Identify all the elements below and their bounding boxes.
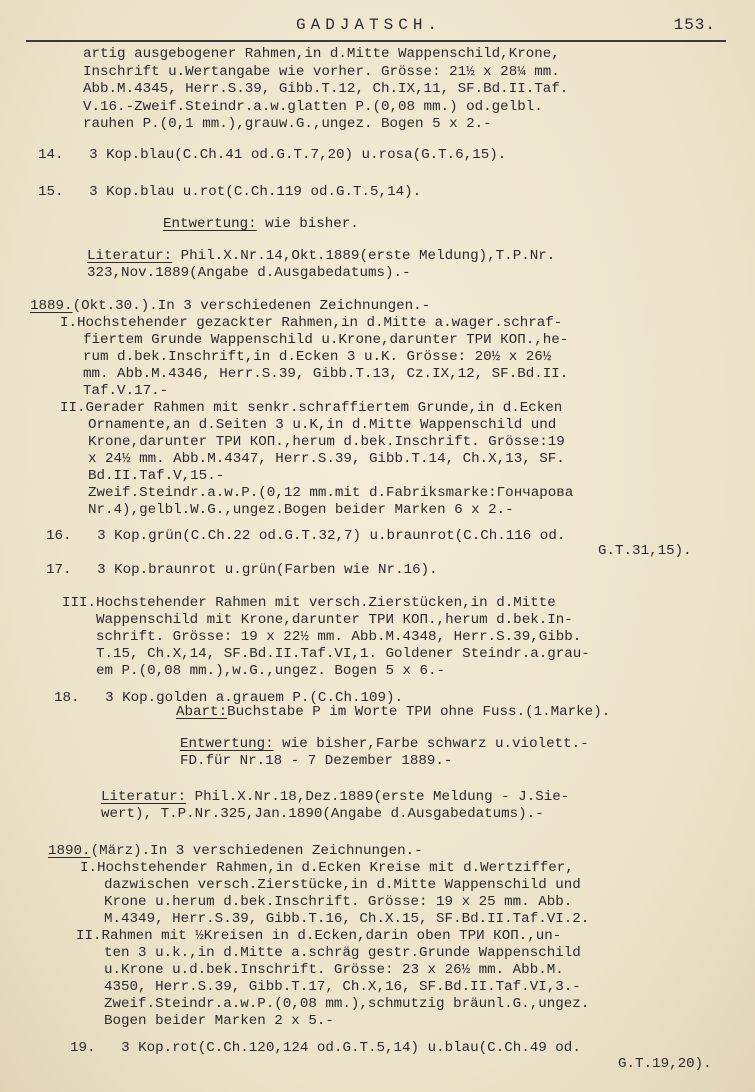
text-line: rum d.bek.Inschrift,in d.Ecken 3 u.K. Grösse: 20½ x 26½ — [83, 349, 552, 365]
text-line: Literatur: Phil.X.Nr.14,Okt.1889(erste Meldung),T.P.Nr. — [87, 248, 556, 264]
text-line: Literatur: Phil.X.Nr.18,Dez.1889(erste Meldung - J.Sie- — [101, 789, 570, 805]
underlined-term: Literatur: — [101, 789, 187, 805]
text-line: G.T.31,15). — [598, 543, 692, 559]
text-line: 4350, Herr.S.39, Gibb.T.17, Ch.X,16, SF.Bd.II.Taf.VI,3.- — [104, 979, 581, 995]
page-number: 153. — [673, 16, 716, 34]
text-line: II.Gerader Rahmen mit senkr.schraffiertem Grunde,in d.Ecken — [60, 400, 563, 416]
underlined-term: 1890. — [48, 843, 91, 859]
text-line: 1889.(Okt.30.).In 3 verschiedenen Zeichnungen.- — [30, 298, 431, 314]
text-line: G.T.19,20). — [618, 1056, 712, 1072]
underlined-term: Abart: — [176, 704, 228, 720]
page-header — [26, 10, 726, 42]
text-line: 18. 3 Kop.golden a.grauem P.(C.Ch.109). — [54, 690, 404, 706]
text-line: fiertem Grunde Wappenschild u.Krone,darunter ТРИ КОП.,he- — [83, 332, 569, 348]
underlined-term: 1889. — [30, 298, 73, 314]
text-line: Entwertung: wie bisher. — [163, 216, 359, 232]
text-line: V.16.-Zweif.Steindr.a.w.glatten P.(0,08 mm.) od.gelbl. — [83, 99, 543, 115]
text-line: Zweif.Steindr.a.w.P.(0,12 mm.mit d.Fabriksmarke:Гончарова — [88, 485, 574, 501]
text-line: 15. 3 Kop.blau u.rot(C.Ch.119 od.G.T.5,14). — [38, 184, 422, 200]
text-line: Nr.4),gelbl.W.G.,ungez.Bogen beider Marken 6 x 2.- — [88, 502, 514, 518]
text-line: 17. 3 Kop.braunrot u.grün(Farben wie Nr.16). — [46, 562, 438, 578]
underlined-term: Literatur: — [87, 248, 173, 264]
text-line: schrift. Grösse: 19 x 22½ mm. Abb.M.4348, Herr.S.39,Gibb. — [96, 629, 582, 645]
text-line: Abart:Buchstabe P im Worte ТРИ ohne Fuss.(1.Marke). — [176, 704, 611, 720]
text-line: M.4349, Herr.S.39, Gibb.T.16, Ch.X.15, SF.Bd.II.Taf.VI.2. — [104, 911, 590, 927]
text-line: 1890.(März).In 3 verschiedenen Zeichnungen.- — [48, 843, 423, 859]
text-line: mm. Abb.M.4346, Herr.S.39, Gibb.T.13, Cz.IX,12, SF.Bd.II. — [83, 366, 569, 382]
text-line: Wappenschild mit Krone,darunter ТРИ КОП.,herum d.bek.In- — [96, 612, 573, 628]
text-line: artig ausgebogener Rahmen,in d.Mitte Wappenschild,Krone, — [83, 46, 560, 62]
text-line: Inschrift u.Wertangabe wie vorher. Grösse: 21½ x 28¼ mm. — [83, 64, 560, 80]
text-line: I.Hochstehender Rahmen,in d.Ecken Kreise mit d.Wertziffer, — [80, 860, 574, 876]
text-line: rauhen P.(0,1 mm.),grauw.G.,ungez. Bogen 5 x 2.- — [83, 116, 492, 132]
text-line: 19. 3 Kop.rot(C.Ch.120,124 od.G.T.5,14) u.blau(C.Ch.49 od. — [70, 1040, 581, 1056]
text-line: Ornamente,an d.Seiten 3 u.K,in d.Mitte Wappenschild und — [88, 417, 557, 433]
text-line: Krone u.herum d.bek.Inschrift. Grösse: 19 x 25 mm. Abb. — [104, 894, 573, 910]
text-line: Krone,darunter ТРИ КОП.,herum d.bek.Inschrift. Grösse:19 — [88, 434, 565, 450]
text-line: III.Hochstehender Rahmen mit versch.Zierstücken,in d.Mitte — [62, 595, 556, 611]
text-line: Abb.M.4345, Herr.S.39, Gibb.T.12, Ch.IX,11, SF.Bd.II.Taf. — [83, 81, 569, 97]
text-line: wert), T.P.Nr.325,Jan.1890(Angabe d.Ausgabedatums).- — [101, 806, 544, 822]
underlined-term: Entwertung: — [180, 736, 274, 752]
text-line: Zweif.Steindr.a.w.P.(0,08 mm.),schmutzig bräunl.G.,ungez. — [104, 996, 590, 1012]
text-line: dazwischen versch.Zierstücke,in d.Mitte Wappenschild und — [104, 877, 581, 893]
text-line: em P.(0,08 mm.),w.G.,ungez. Bogen 5 x 6.- — [96, 663, 446, 679]
text-line: 14. 3 Kop.blau(C.Ch.41 od.G.T.7,20) u.rosa(G.T.6,15). — [38, 147, 507, 163]
running-title: GADJATSCH. — [296, 16, 443, 34]
text-line: 323,Nov.1889(Angabe d.Ausgabedatums).- — [87, 265, 411, 281]
text-line: Bd.II.Taf.V,15.- — [88, 468, 225, 484]
text-line: x 24½ mm. Abb.M.4347, Herr.S.39, Gibb.T.14, Ch.X,13, SF. — [88, 451, 565, 467]
underlined-term: Entwertung: — [163, 216, 257, 232]
text-line: Bogen beider Marken 2 x 5.- — [104, 1013, 334, 1029]
text-line: I.Hochstehender gezackter Rahmen,in d.Mitte a.wager.schraf- — [60, 315, 563, 331]
text-line: 16. 3 Kop.grün(C.Ch.22 od.G.T.32,7) u.braunrot(C.Ch.116 od. — [46, 528, 566, 544]
text-line: Taf.V.17.- — [83, 383, 169, 399]
text-line: Entwertung: wie bisher,Farbe schwarz u.violett.- — [180, 736, 589, 752]
text-line: u.Krone u.d.bek.Inschrift. Grösse: 23 x 26½ mm. Abb.M. — [104, 962, 564, 978]
text-line: II.Rahmen mit ½Kreisen in d.Ecken,darin oben ТРИ КОП.,un- — [76, 928, 562, 944]
text-line: T.15, Ch.X,14, SF.Bd.II.Taf.VI,1. Goldener Steindr.a.grau- — [96, 646, 590, 662]
text-line: FD.für Nr.18 - 7 Dezember 1889.- — [180, 753, 453, 769]
text-line: ten 3 u.k.,in d.Mitte a.schräg gestr.Grunde Wappenschild — [104, 945, 581, 961]
